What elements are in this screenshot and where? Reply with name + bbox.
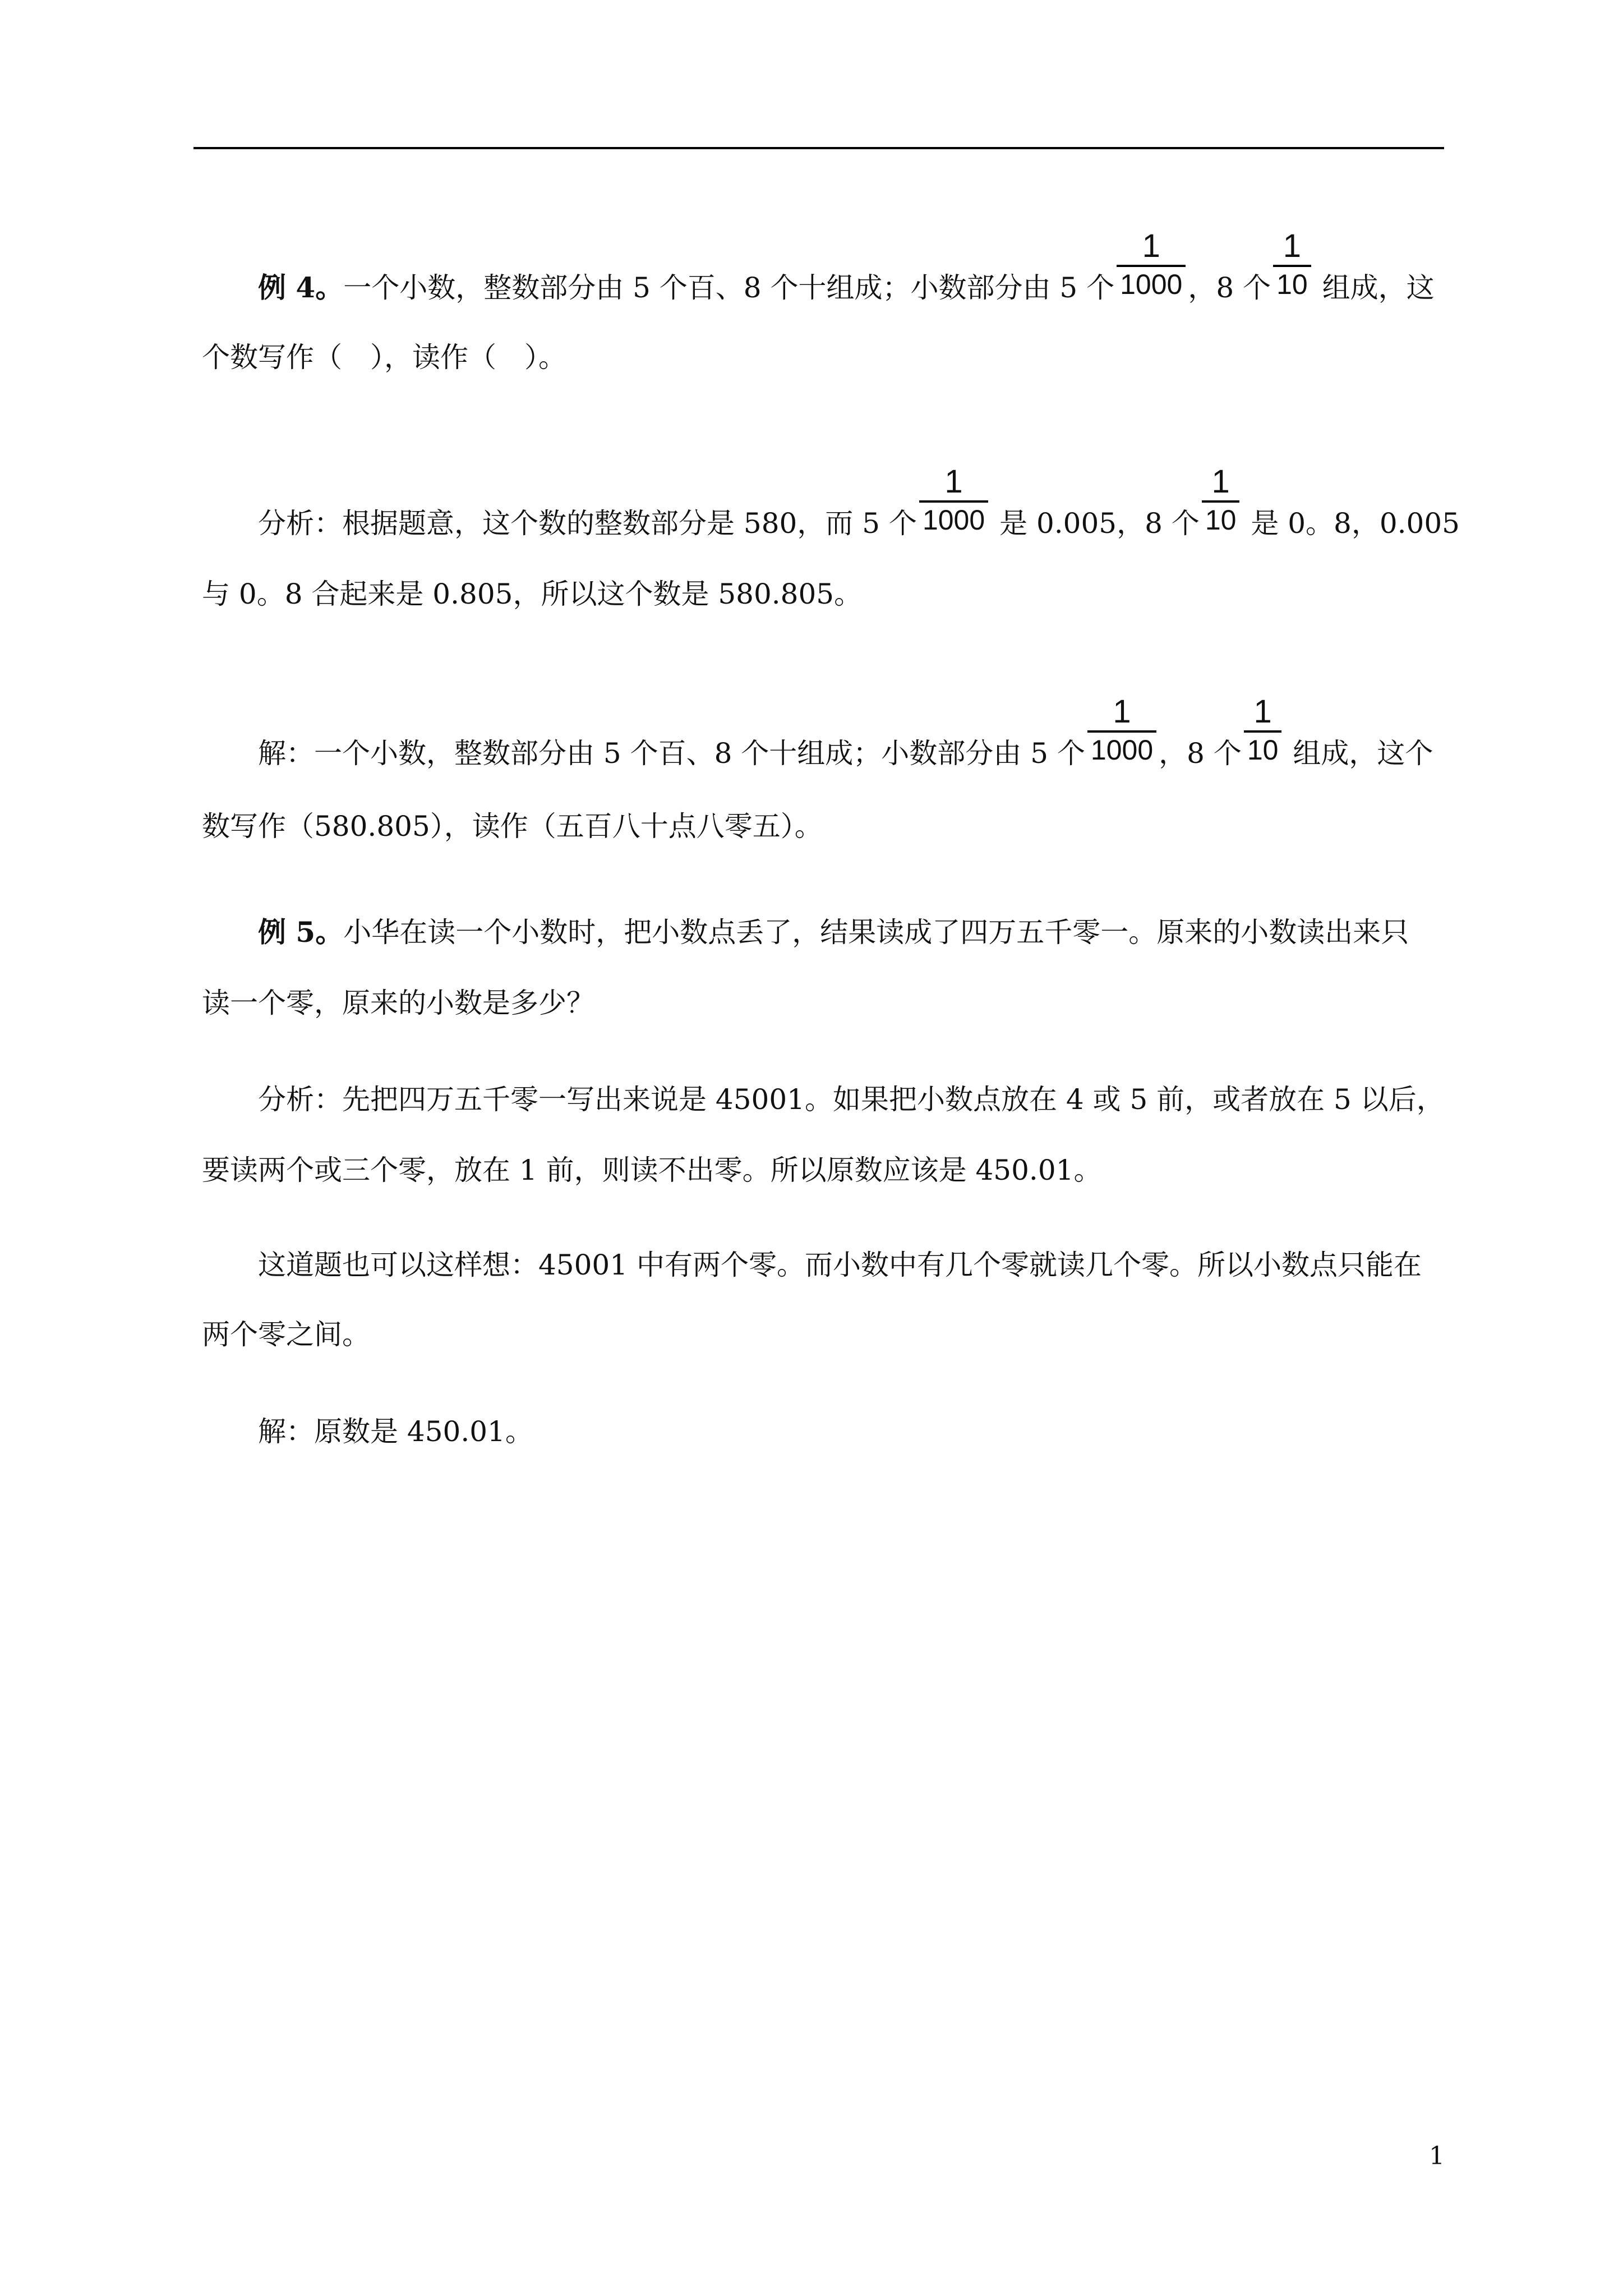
fraction-one-thousandth: $\frac{1}{1000}$ bbox=[1091, 739, 1153, 767]
analysis-5-line-2: 要读两个或三个零，放在 1 前，则读不出零。所以原数应该是 450.01。 bbox=[202, 1154, 1102, 1186]
fraction-bar bbox=[919, 500, 988, 503]
analysis-5-line-1: 分析：先把四万五千零一写出来说是 45001。如果把小数点放在 4 或 5 前，或者放在 5 以后， bbox=[258, 1083, 1445, 1116]
example-4-text-b: ，8 个 bbox=[1188, 272, 1271, 304]
fraction-one-tenth: $\frac{1}{10}$ bbox=[1247, 739, 1279, 767]
example-5-label: 例 5。 bbox=[258, 915, 344, 949]
fraction-bar bbox=[1117, 265, 1186, 267]
example-5-line-1 bbox=[258, 915, 1409, 952]
analysis-4-text-c: 是 0。8，0.005 bbox=[1242, 507, 1460, 540]
solution-4-text-c: 组成，这个 bbox=[1284, 737, 1433, 770]
note-5-line-2: 两个零之间。 bbox=[202, 1318, 370, 1351]
solution-4-text-a: 解：一个小数，整数部分由 5 个百、8 个十组成；小数部分由 5 个 bbox=[258, 737, 1085, 770]
fraction-one-thousandth: $\frac{1}{1000}$ bbox=[923, 509, 985, 537]
fraction-bar bbox=[1202, 500, 1240, 503]
example-4-text-a: 一个小数，整数部分由 5 个百、8 个十组成；小数部分由 5 个 bbox=[343, 272, 1115, 304]
fraction-bar bbox=[1087, 730, 1156, 733]
example-4-label: 例 4。 bbox=[258, 271, 344, 304]
example-4-line-2: 个数写作（ ），读作（ ）。 bbox=[202, 341, 566, 374]
fraction-one-tenth: $\frac{1}{10}$ bbox=[1205, 509, 1237, 537]
example-5-line-2: 读一个零，原来的小数是多少？ bbox=[202, 987, 594, 1019]
header-rule bbox=[193, 147, 1444, 149]
analysis-4-text-b: 是 0.005，8 个 bbox=[990, 507, 1200, 540]
solution-4-line-2: 数写作（580.805），读作（五百八十点八零五）。 bbox=[202, 810, 823, 843]
note-5-line-1: 这道题也可以这样想：45001 中有两个零。而小数中有几个零就读几个零。所以小数点只能在 bbox=[258, 1249, 1422, 1281]
fraction-one-tenth: $\frac{1}{10}$ bbox=[1276, 274, 1308, 302]
analysis-4-line-2: 与 0。8 合起来是 0.805，所以这个数是 580.805。 bbox=[202, 578, 863, 610]
solution-5-line-1: 解：原数是 450.01。 bbox=[258, 1415, 533, 1448]
example-4-line-1 bbox=[258, 228, 1435, 307]
analysis-4-text-a: 分析：根据题意，这个数的整数部分是 580，而 5 个 bbox=[258, 507, 917, 540]
analysis-4-line-1 bbox=[258, 463, 1460, 543]
fraction-bar bbox=[1244, 730, 1282, 733]
example-5-text: 小华在读一个小数时，把小数点丢了，结果读成了四万五千零一。原来的小数读出来只 bbox=[343, 916, 1409, 949]
fraction-bar bbox=[1273, 265, 1311, 267]
solution-4-line-1 bbox=[258, 693, 1433, 773]
example-4-text-c: 组成，这 bbox=[1313, 272, 1435, 304]
fraction-one-thousandth: $\frac{1}{1000}$ bbox=[1120, 274, 1182, 302]
page-number: 1 bbox=[1429, 2142, 1445, 2170]
solution-4-text-b: ，8 个 bbox=[1159, 737, 1242, 770]
